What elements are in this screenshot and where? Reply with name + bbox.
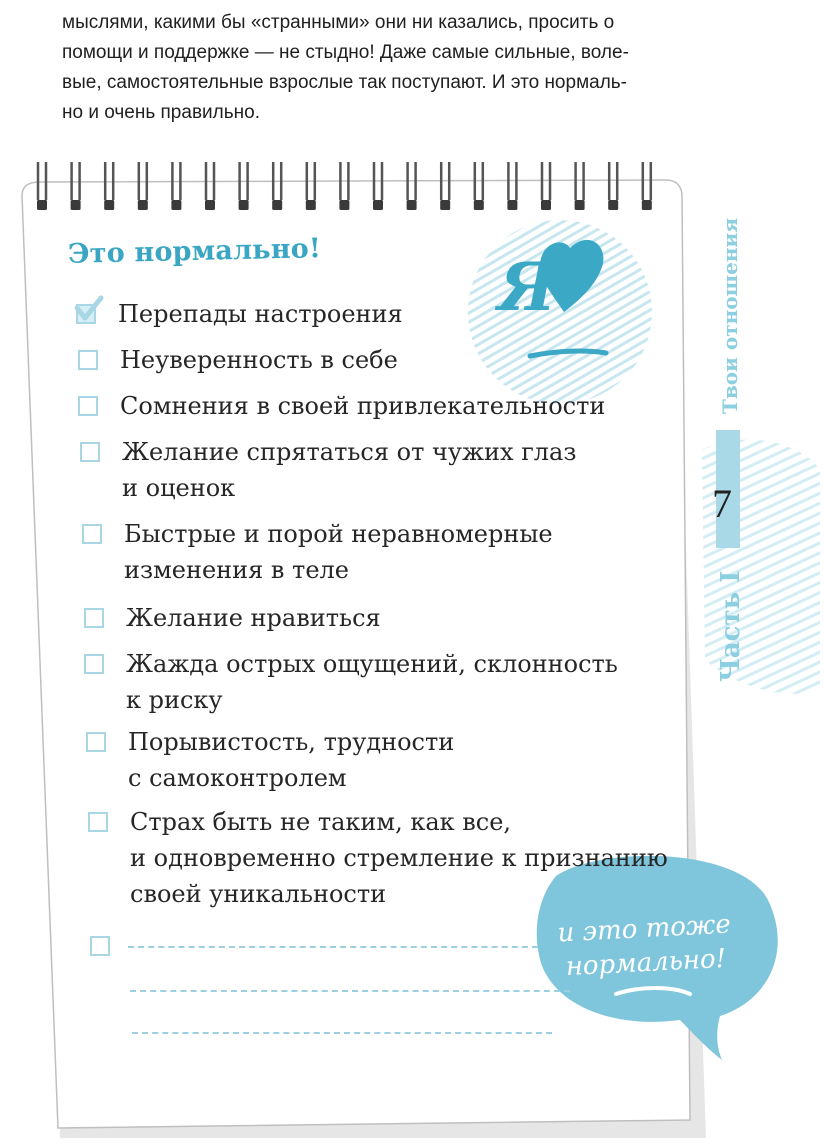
checklist-item [84, 600, 381, 636]
blank-line[interactable] [132, 1032, 552, 1034]
checklist-item-text: Перепады настроения [118, 300, 403, 328]
bubble-text [543, 907, 746, 985]
blank-line[interactable] [128, 946, 538, 948]
checkbox[interactable] [78, 350, 98, 370]
checklist-item-text: Желание нравиться [126, 604, 381, 632]
checkbox[interactable] [88, 812, 108, 832]
checklist-item-text: Жажда острых ощущений, склонность к риску [126, 650, 618, 714]
checklist-item [78, 388, 605, 424]
checkbox[interactable] [78, 396, 98, 416]
page-number: 7 [712, 481, 732, 526]
checklist-item [80, 434, 576, 506]
checklist-item [82, 516, 553, 588]
part-label: Часть I [716, 570, 746, 682]
checklist-item [78, 342, 398, 378]
checklist-item-text: Неуверенность в себе [120, 346, 398, 374]
bubble-line: и это тоже [556, 909, 732, 949]
checkmark-icon [74, 294, 104, 324]
section-title: Твои отношения [718, 217, 742, 414]
checkbox[interactable] [76, 304, 96, 324]
checklist-item-text: Сомнения в своей привлекательности [120, 392, 606, 420]
checkbox[interactable] [82, 524, 102, 544]
checklist-item [86, 724, 454, 796]
intro-line: помощи и поддержке — не стыдно! Даже самые сильные, воле- [62, 42, 629, 63]
checklist-item [88, 804, 668, 912]
notebook-title: Это нормально! [67, 233, 322, 270]
checklist-item [76, 296, 403, 332]
checklist-item-blank [90, 928, 132, 956]
checklist-item-text: Желание спрятаться от чужих глаз и оценок [122, 438, 577, 502]
ya-letter: Я [498, 248, 557, 326]
blank-line[interactable] [130, 990, 570, 992]
checklist-item [84, 646, 618, 718]
checkbox[interactable] [86, 732, 106, 752]
intro-line: вые, самостоятельные взрослые так поступают. И это нормаль- [62, 72, 628, 93]
intro-line: мыслями, какими бы «странными» они ни казались, просить о [62, 12, 615, 33]
checkbox[interactable] [84, 608, 104, 628]
side-header [716, 217, 756, 686]
checkbox[interactable] [84, 654, 104, 674]
checklist-item-text: Порывистость, трудности с самоконтролем [128, 728, 455, 792]
checklist-item-text: Страх быть не таким, как все, и одновременно стремление к признанию своей уникальности [130, 808, 668, 908]
intro-line: но и очень правильно. [62, 102, 260, 123]
checkbox[interactable] [90, 936, 110, 956]
checkbox[interactable] [80, 442, 100, 462]
checklist-item-text: Быстрые и порой неравномерные изменения в теле [124, 520, 553, 584]
bubble-line: нормально! [564, 943, 727, 983]
